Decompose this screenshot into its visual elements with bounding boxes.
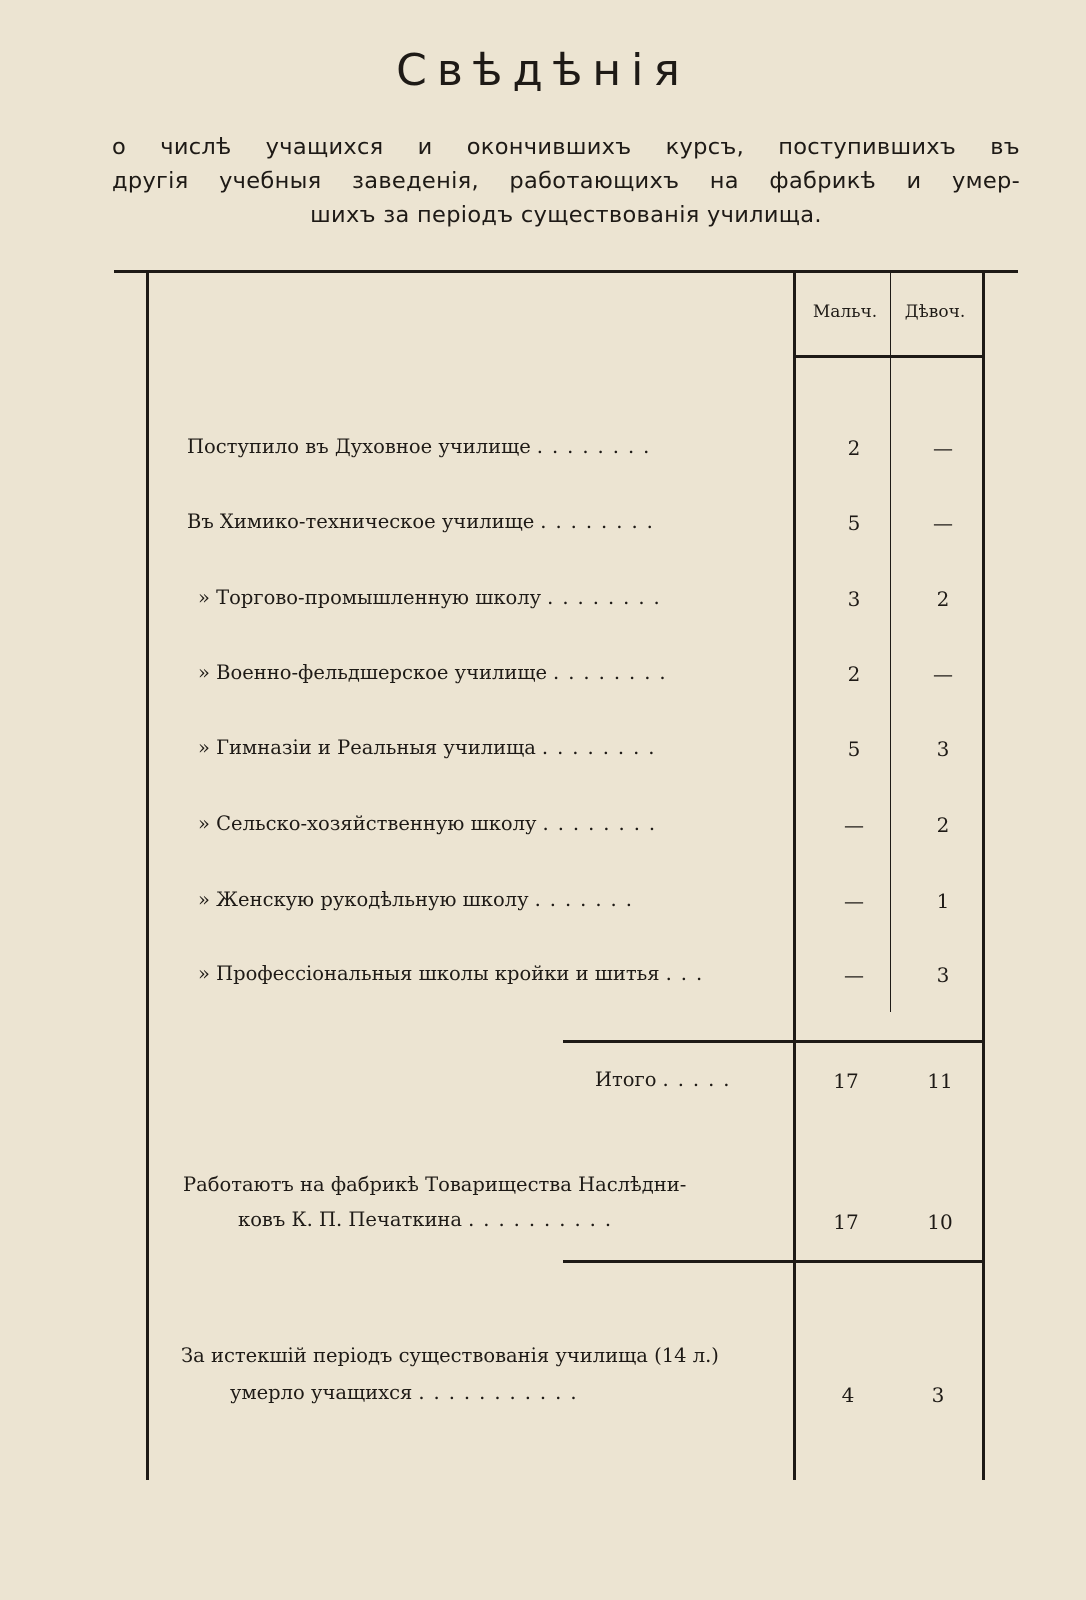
row-boys-value: 2	[847, 662, 861, 686]
row-label	[198, 661, 675, 684]
row-girls-value: —	[933, 511, 953, 535]
column-header-boys: Мальч.	[812, 302, 878, 322]
total-girls-value: 11	[927, 1069, 953, 1093]
leader-dots: ........	[542, 812, 665, 835]
page-title: Свѣдѣнія	[396, 45, 690, 96]
row-label	[198, 736, 664, 759]
total-boys-value: 17	[833, 1069, 859, 1093]
row-label	[187, 510, 662, 533]
deceased-line1-text: За истекшій періодъ существованія училища (14 л.)	[181, 1344, 719, 1367]
row-label-text: » Военно-фельдшерское училище	[198, 661, 548, 684]
row-label	[198, 812, 664, 835]
header-underline	[796, 355, 982, 358]
row-girls-value: 3	[936, 963, 950, 987]
column-divider-left	[793, 272, 796, 1480]
subtitle-line-2: другія учебныя заведенія, работающихъ на фабрикѣ и умер-	[112, 168, 1020, 194]
row-label-text: » Гимназіи и Реальныя училища	[198, 736, 536, 759]
total-label-text: Итого	[595, 1068, 657, 1091]
row-boys-value: 5	[847, 737, 861, 761]
deceased-girls-value: 3	[931, 1383, 945, 1407]
row-label	[198, 962, 711, 985]
row-label-text: » Торгово-промышленную школу	[198, 586, 542, 609]
total-rule	[563, 1040, 983, 1043]
row-girls-value: 3	[936, 737, 950, 761]
row-label-text: » Женскую рукодѣльную школу	[198, 888, 529, 911]
leader-dots: ........	[553, 661, 675, 684]
factory-line2-text: ковъ К. П. Печаткина	[238, 1208, 463, 1231]
table-top-rule	[114, 270, 1018, 273]
factory-rule	[563, 1260, 983, 1263]
row-label-text: » Сельско-хозяйственную школу	[198, 812, 537, 835]
deceased-label-line1	[181, 1344, 719, 1367]
row-girls-value: 2	[936, 813, 950, 837]
row-boys-value: 2	[847, 436, 861, 460]
row-girls-value: —	[933, 436, 953, 460]
factory-label-line1	[183, 1173, 686, 1196]
factory-label-line2	[238, 1208, 620, 1231]
leader-dots: ...	[665, 962, 712, 985]
leader-dots: .....	[662, 1068, 739, 1091]
leader-dots: .......	[534, 888, 641, 911]
leader-dots: ...........	[418, 1381, 586, 1404]
deceased-boys-value: 4	[841, 1383, 855, 1407]
table-left-border	[146, 272, 149, 1480]
subtitle-line-1: о числѣ учащихся и окончившихъ курсъ, поступившихъ въ	[112, 134, 1020, 160]
deceased-label-line2	[230, 1381, 586, 1404]
row-label	[198, 586, 669, 609]
leader-dots: ..........	[468, 1208, 621, 1231]
subtitle	[112, 130, 1020, 232]
leader-dots: ........	[540, 510, 662, 533]
row-girls-value: 1	[936, 889, 950, 913]
total-label	[595, 1068, 739, 1091]
leader-dots: ........	[536, 435, 659, 458]
row-label-text: Поступило въ Духовное училище	[187, 435, 531, 458]
column-header-girls: Дѣвоч.	[904, 302, 966, 322]
row-label	[198, 888, 641, 911]
row-girls-value: 2	[936, 587, 950, 611]
factory-boys-value: 17	[833, 1210, 859, 1234]
row-label	[187, 435, 658, 458]
factory-line1-text: Работаютъ на фабрикѣ Товарищества Наслѣдни-	[183, 1173, 687, 1196]
row-label-text: Въ Химико-техническое училище	[187, 510, 535, 533]
row-label-text: » Профессіональныя школы кройки и шитья	[198, 962, 660, 985]
row-boys-value: —	[844, 813, 864, 837]
deceased-line2-text: умерло учащихся	[230, 1381, 413, 1404]
row-boys-value: 3	[847, 587, 861, 611]
row-boys-value: —	[844, 963, 864, 987]
row-boys-value: —	[844, 889, 864, 913]
row-boys-value: 5	[847, 511, 861, 535]
subtitle-line-3: шихъ за періодъ существованія училища.	[310, 202, 822, 228]
leader-dots: ........	[547, 586, 669, 609]
row-girls-value: —	[933, 662, 953, 686]
leader-dots: ........	[541, 736, 664, 759]
factory-girls-value: 10	[927, 1210, 953, 1234]
